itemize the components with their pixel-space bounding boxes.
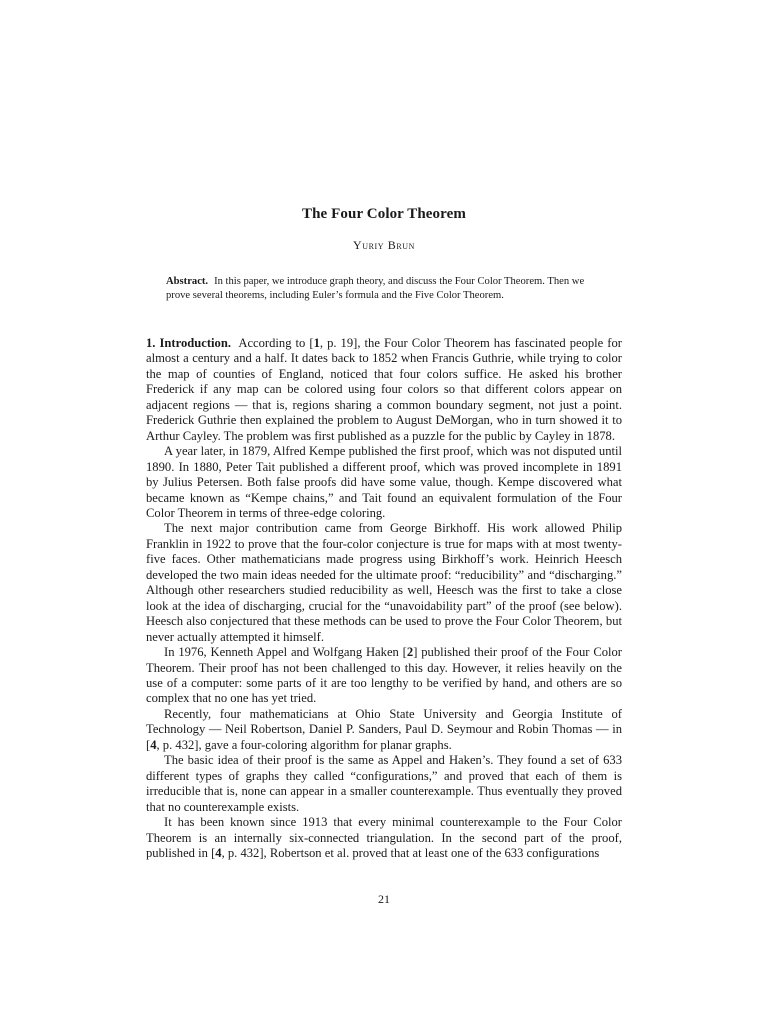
paragraph-7: [146, 815, 622, 861]
section-introduction: [146, 336, 622, 861]
citation-ref[interactable]: 4: [150, 737, 157, 752]
paragraph-3: The next major contribution came from George Birkhoff. His work allowed Philip Franklin in 1922 to prove that the four-color conjecture is true for maps with at most twenty-five faces. Other mathematicians made progress using Birkhoff’s work. Heinrich Heesch developed the two main ideas needed for the ultimate proof: “reducibility” and “discharging.” Although other researchers studied reducibility as well, Heesch was the first to take a close look at the idea of discharging, crucial for the “unavoidability part” of the proof (see below). Heesch also conjectured that these methods can be used to prove the Four Color Theorem, but never actually attempted it himself.: [146, 521, 622, 644]
paragraph-6: The basic idea of their proof is the same as Appel and Haken’s. They found a set of 633 different types of graphs they called “configurations,” and proved that each of them is irreducible that is, none can appear in a smaller counterexample. Thus eventually they proved that no counterexample exists.: [146, 753, 622, 814]
citation-ref[interactable]: 4: [215, 845, 222, 860]
paragraph-text: ] published their proof of the Four Color Theorem. Their proof has not been challenged to this day. However, it relies heavily on the use of a computer: some parts of it are too lengthy to be verified by hand, and others are so complex that no one has yet tried.: [146, 645, 623, 706]
paragraph-text: In 1976, Kenneth Appel and Wolfgang Haken [: [164, 645, 407, 660]
paragraph-4: [146, 645, 622, 707]
abstract-text: In this paper, we introduce graph theory, and discuss the Four Color Theorem. Then we prove several theorems, including Euler’s formula and the Five Color Theorem.: [166, 276, 585, 301]
section-heading: 1. Introduction.: [146, 336, 231, 350]
page-number: 21: [378, 892, 390, 906]
paragraph-text: , p. 19], the Four Color Theorem has fascinated people for almost a century and a half. It dates back to 1852 when Francis Guthrie, while trying to color the map of counties of England, noticed that four colors suffice. He asked his brother Frederick if any map can be colored using four colors so that different colors appear on adjacent regions — that is, regions sharing a common boundary segment, not just a point. Frederick Guthrie then explained the problem to August DeMorgan, who in turn showed it to Arthur Cayley. The problem was first published as a puzzle for the public by Cayley in 1878.: [146, 336, 622, 443]
abstract-label: Abstract.: [166, 276, 209, 287]
paragraph-text: According to [: [238, 336, 314, 350]
paragraph-text: It has been known since 1913 that every minimal counterexample to the Four Color Theorem is an internally six-connected triangulation. In the second part of the proof, published in [: [146, 815, 622, 860]
paragraph-2: A year later, in 1879, Alfred Kempe published the first proof, which was not disputed until 1890. In 1880, Peter Tait published a different proof, which was proved incomplete in 1891 by Julius Petersen. Both false proofs did have some value, though. Kempe discovered what became known as “Kempe chains,” and Tait found an equivalent formulation of the Four Color Theorem in terms of three-edge coloring.: [146, 444, 622, 520]
paragraph-text: Recently, four mathematicians at Ohio State University and Georgia Institute of Technology — Neil Robertson, Daniel P. Sanders, Paul D. Seymour and Robin Thomas — in [: [146, 706, 622, 752]
paragraph-5: [146, 707, 622, 753]
citation-ref[interactable]: 2: [406, 645, 414, 660]
paragraph-text: , p. 432], gave a four-coloring algorithm for planar graphs.: [156, 737, 452, 752]
paper-title: The Four Color Theorem: [301, 206, 466, 222]
citation-ref[interactable]: 1: [313, 336, 320, 350]
paragraph-1: [146, 336, 622, 444]
abstract: [166, 275, 606, 303]
paper-author: Yuriy Brun: [352, 238, 416, 252]
paragraph-text: , p. 432], Robertson et al. proved that at least one of the 633 configurations: [221, 845, 600, 860]
